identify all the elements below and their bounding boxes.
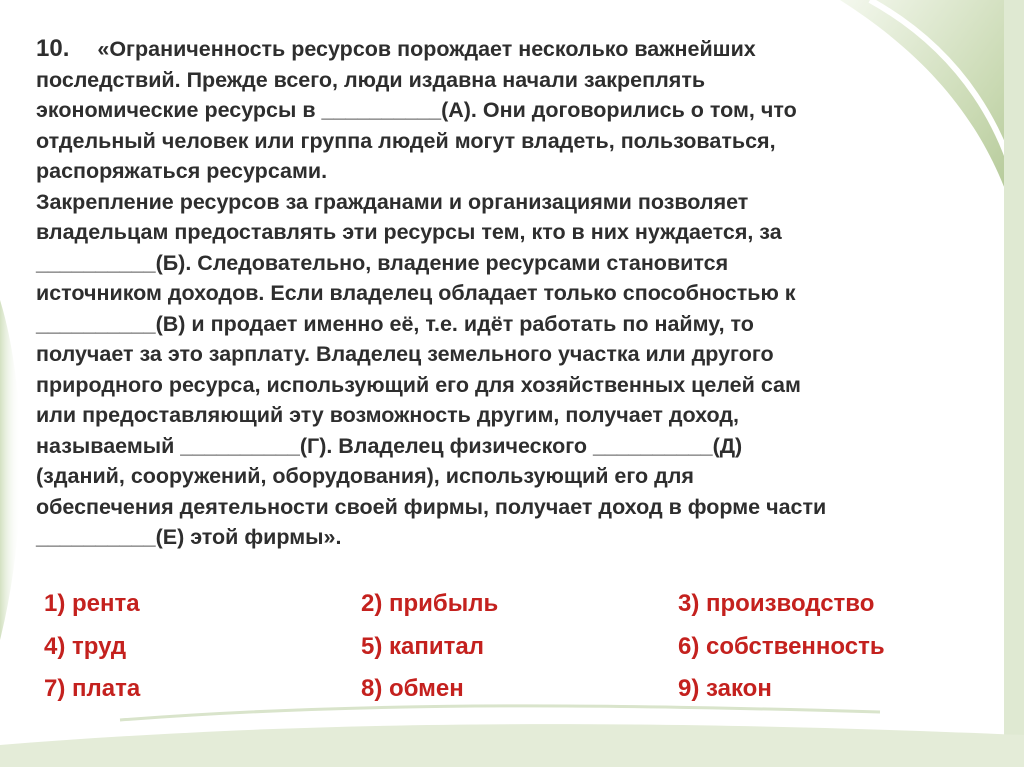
answer-options bbox=[44, 585, 984, 713]
answer-option-8: 8) обмен bbox=[361, 675, 464, 702]
task-number: 10. bbox=[36, 35, 70, 62]
answer-option-7: 7) плата bbox=[44, 675, 141, 702]
right-edge-stripe bbox=[1004, 0, 1024, 767]
left-wave-decoration bbox=[0, 300, 21, 640]
answer-option-1: 1) рента bbox=[44, 590, 140, 617]
task-text: «Ограниченность ресурсов порождает несколько важнейших последствий. Прежде всего, люди издавна начали закреплять экономические ресурсы в __________(А). Они договорились о том, что отдельный человек или группа людей могут владеть, пользоваться, распоряжаться ресурсами. Закрепление ресурсов за гражданами и организациями позволяет владельцам предоставлять эти ресурсы тем, кто в них нуждается, за __________(Б). Следовательно, владение ресурсами становится источником доходов. Если владелец обладает только способностью к __________(В) и продает именно её, т.е. идёт работать по найму, то получает за это зарплату. Владелец земельного участка или другого природного ресурса, использующий его для хозяйственных целей сам или предоставляющий эту возможность другим, получает доход, называемый __________(Г). Владелец физического __________(Д) (зданий, сооружений, оборудования), использующий его для обеспечения деятельности своей фирмы, получает доход в форме части __________(Е) этой фирмы». bbox=[36, 37, 827, 549]
answer-option-4: 4) труд bbox=[44, 632, 127, 660]
answer-option-9: 9) закон bbox=[678, 675, 772, 702]
bottom-wave-decoration bbox=[0, 724, 1024, 767]
task-paragraph bbox=[36, 34, 996, 553]
answer-option-3: 3) производство bbox=[678, 590, 875, 617]
answer-option-6: 6) собственность bbox=[678, 632, 885, 660]
answer-option-5: 5) капитал bbox=[361, 632, 484, 660]
answer-option-2: 2) прибыль bbox=[361, 590, 499, 617]
